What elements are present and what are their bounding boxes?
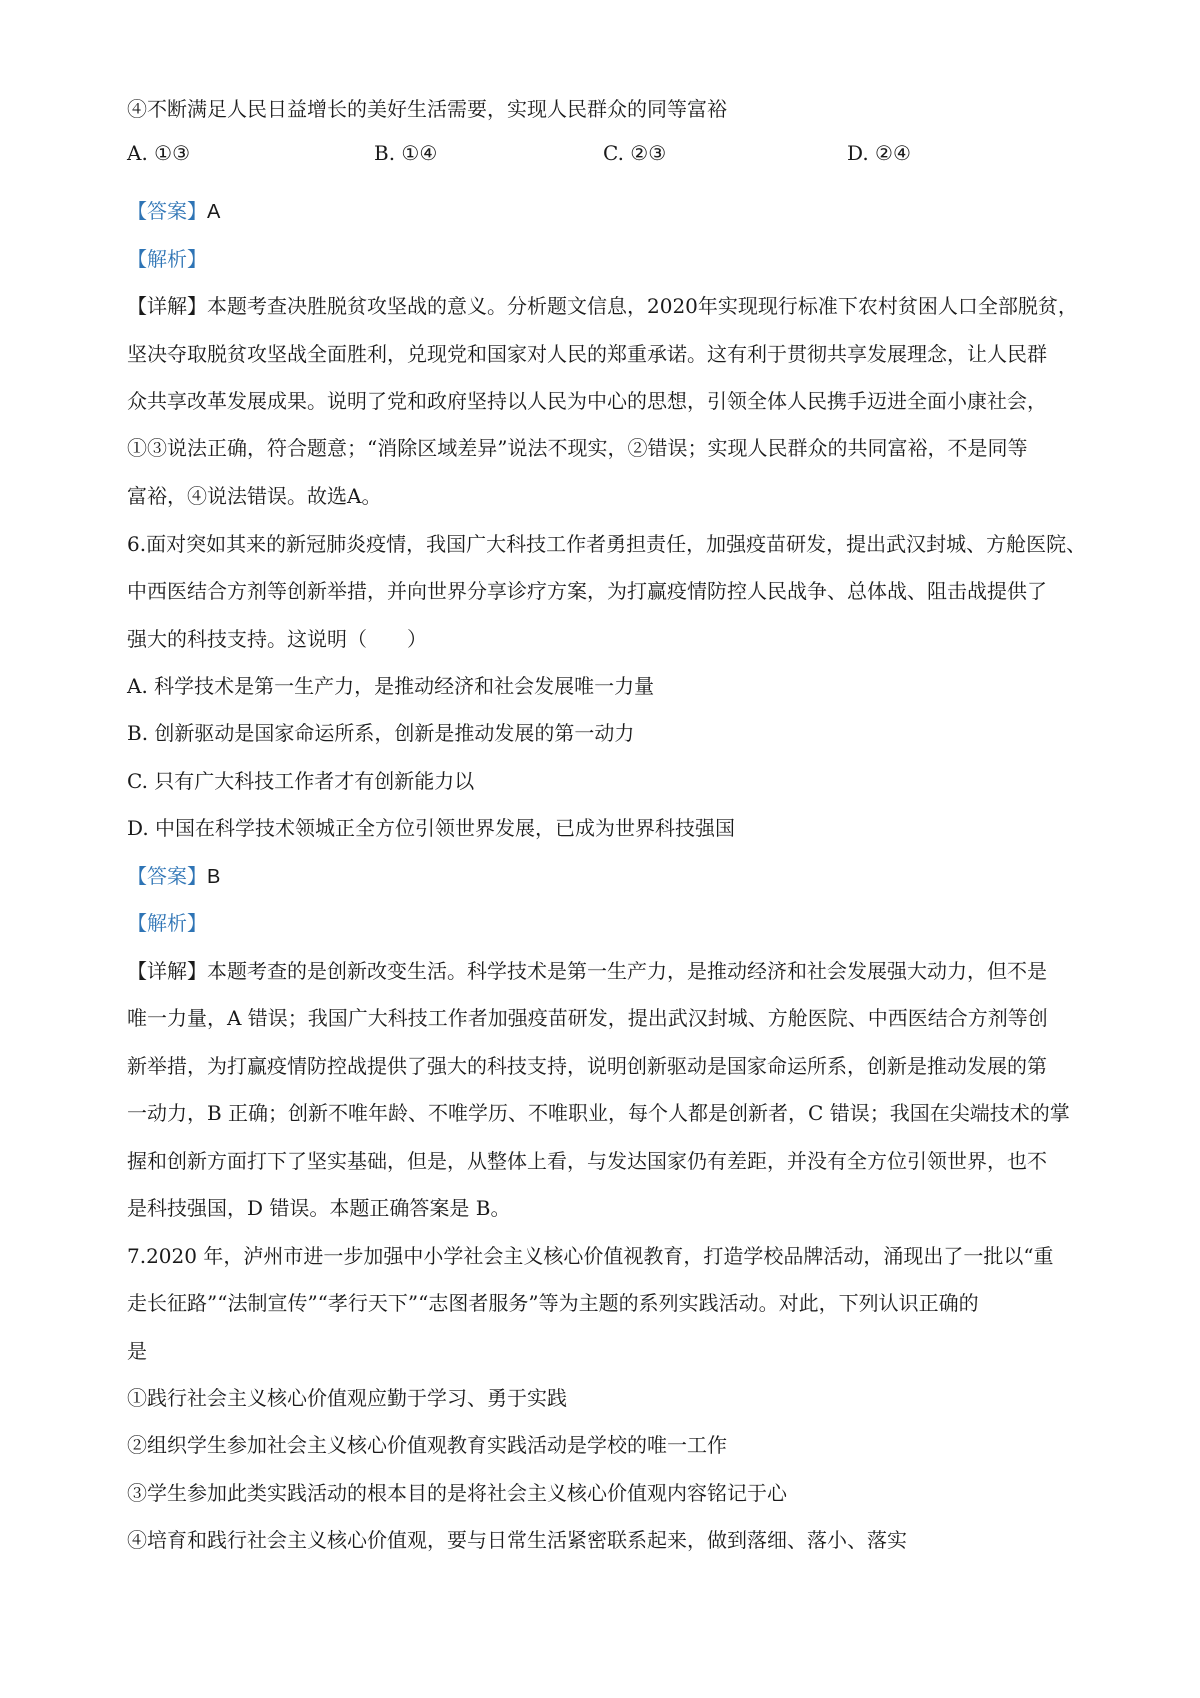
- q6-answer-value: B: [207, 866, 221, 888]
- q7-item-4: ④培育和践行社会主义核心价值观，要与日常生活紧密联系起来，做到落细、落小、落实: [127, 1528, 907, 1552]
- q6-analysis-label: 【解析】: [127, 911, 207, 935]
- q6-option-d: D. 中国在科学技术领城正全方位引领世界发展，已成为世界科技强国: [127, 816, 736, 840]
- q5-answer-label: 【答案】: [127, 199, 207, 223]
- q5-detail-line-4: ①③说法正确，符合题意；“消除区域差异”说法不现实，②错误；实现人民群众的共同富裕，不是同等: [127, 436, 1028, 460]
- q6-stem-line-3: 强大的科技支持。这说明（ ）: [127, 627, 427, 651]
- q6-stem-line-2: 中西医结合方剂等创新举措，并向世界分享诊疗方案，为打赢疫情防控人民战争、总体战、阻击战提供了: [127, 579, 1047, 603]
- q6-detail-line-2: 唯一力量，A 错误；我国广大科技工作者加强疫苗研发，提出武汉封城、方舱医院、中西医结合方剂等创: [127, 1006, 1048, 1030]
- q7-stem-line-2: 走长征路”“法制宣传”“孝行天下”“志图者服务”等为主题的系列实践活动。对此，下列认识正确的: [127, 1291, 979, 1315]
- q7-item-2: ②组织学生参加社会主义核心价值观教育实践活动是学校的唯一工作: [127, 1433, 727, 1457]
- q6-option-a: A. 科学技术是第一生产力，是推动经济和社会发展唯一力量: [127, 674, 655, 698]
- q6-detail-line-1: 【详解】本题考查的是创新改变生活。科学技术是第一生产力，是推动经济和社会发展强大动力，但不是: [127, 959, 1047, 983]
- q7-stem-line-3: 是: [127, 1339, 147, 1363]
- q5-option-b: B. ①④: [374, 141, 438, 165]
- q5-detail-line-2: 坚决夺取脱贫攻坚战全面胜利，兑现党和国家对人民的郑重承诺。这有利于贯彻共享发展理念，让人民群: [127, 342, 1047, 366]
- q5-option-a: A. ①③: [127, 141, 191, 165]
- q6-stem-line-1: 6.面对突如其来的新冠肺炎疫情，我国广大科技工作者勇担责任，加强疫苗研发，提出武汉封城、方舱医院、: [127, 532, 1087, 556]
- q6-detail-line-4: 一动力，B 正确；创新不唯年龄、不唯学历、不唯职业，每个人都是创新者，C 错误；我国在尖端技术的掌: [127, 1101, 1070, 1125]
- q6-detail-line-6: 是科技强国，D 错误。本题正确答案是 B。: [127, 1196, 511, 1220]
- q5-detail-line-3: 众共享改革发展成果。说明了党和政府坚持以人民为中心的思想，引领全体人民携手迈进全面小康社会，: [127, 389, 1047, 413]
- q6-option-b: B. 创新驱动是国家命运所系，创新是推动发展的第一动力: [127, 721, 635, 745]
- q6-answer-label: 【答案】: [127, 864, 207, 888]
- q5-item-4: ④不断满足人民日益增长的美好生活需要，实现人民群众的同等富裕: [127, 97, 727, 121]
- q6-detail-line-5: 握和创新方面打下了坚实基础，但是，从整体上看，与发达国家仍有差距，并没有全方位引领世界，也不: [127, 1149, 1047, 1173]
- q6-detail-line-3: 新举措，为打赢疫情防控战提供了强大的科技支持，说明创新驱动是国家命运所系，创新是推动发展的第: [127, 1054, 1047, 1078]
- q7-item-1: ①践行社会主义核心价值观应勤于学习、勇于实践: [127, 1386, 567, 1410]
- q5-answer: [127, 196, 1127, 227]
- q5-detail-line-1: 【详解】本题考查决胜脱贫攻坚战的意义。分析题文信息，2020年实现现行标准下农村贫困人口全部脱贫，: [127, 294, 1078, 318]
- q6-answer: [127, 861, 1127, 892]
- q7-item-3: ③学生参加此类实践活动的根本目的是将社会主义核心价值观内容铭记于心: [127, 1481, 787, 1505]
- q5-analysis-label: 【解析】: [127, 247, 207, 271]
- q6-option-c: C. 只有广大科技工作者才有创新能力以: [127, 769, 475, 793]
- q5-answer-value: A: [207, 201, 221, 223]
- q5-option-c: C. ②③: [603, 141, 667, 165]
- q5-option-d: D. ②④: [847, 141, 911, 165]
- q7-stem-line-1: 7.2020 年，泸州市进一步加强中小学社会主义核心价值视教育，打造学校品牌活动，涌现出了一批以“重: [127, 1244, 1054, 1268]
- q5-detail-line-5: 富裕，④说法错误。故选A。: [127, 484, 382, 508]
- q5-options: [127, 138, 1127, 168]
